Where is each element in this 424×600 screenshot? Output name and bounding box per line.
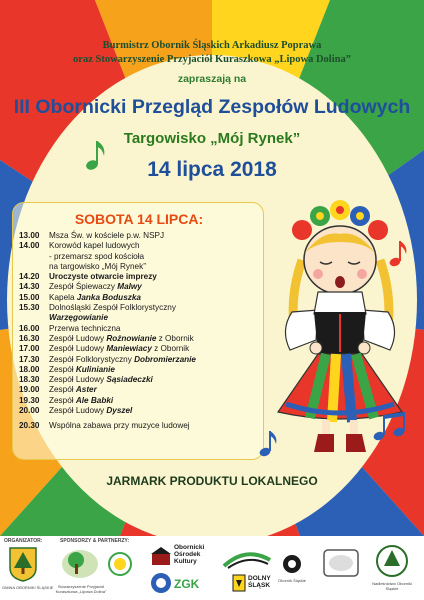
schedule-text: Kulinianie bbox=[75, 364, 115, 374]
schedule-description bbox=[49, 313, 263, 323]
schedule-time: 17.00 bbox=[19, 344, 40, 354]
gmina-crest-icon bbox=[8, 546, 38, 582]
zgk-label: ZGK bbox=[174, 577, 200, 591]
music-note-icon bbox=[84, 138, 110, 172]
schedule-description bbox=[49, 334, 263, 344]
schedule-row bbox=[19, 421, 263, 431]
obornik-slaskie-logo-icon bbox=[282, 554, 302, 574]
music-note-blue-icon bbox=[258, 428, 284, 458]
schedule-text: Dyszel bbox=[106, 406, 133, 416]
schedule-time: 14.30 bbox=[19, 282, 40, 292]
schedule-row bbox=[19, 375, 263, 385]
schedule-row bbox=[19, 262, 263, 272]
schedule-text: Korowód kapel ludowych bbox=[49, 241, 140, 251]
schedule-text: Msza Św. w kościele p.w. NSPJ bbox=[49, 231, 165, 240]
schedule-text: na targowisko „Mój Rynek” bbox=[49, 261, 146, 271]
schedule-row bbox=[19, 293, 263, 303]
schedule-description bbox=[49, 406, 263, 416]
music-note-red-icon bbox=[388, 238, 410, 268]
schedule-row bbox=[19, 324, 263, 334]
schedule-time: 20.00 bbox=[19, 406, 40, 416]
schedule-text: Maniewiacy bbox=[106, 344, 152, 354]
schedule-row bbox=[19, 355, 263, 365]
dolny-slask-logo-icon bbox=[232, 574, 246, 592]
schedule-row bbox=[19, 272, 263, 282]
schedule-time: 19.00 bbox=[19, 385, 40, 395]
schedule-text: Dobromierzanie bbox=[134, 354, 196, 364]
schedule-description bbox=[49, 282, 263, 292]
schedule-row bbox=[19, 396, 263, 406]
schedule-text: Uroczyste otwarcie imprezy bbox=[49, 272, 157, 282]
schedule-time: 14.20 bbox=[19, 272, 40, 282]
schedule-text: Kapela bbox=[49, 292, 77, 302]
schedule-text: Sąsiadeczki bbox=[106, 375, 153, 385]
schedule-text: Ale Babki bbox=[75, 395, 114, 405]
gmina-label: GMINA OBORNIKI ŚLĄSKIE bbox=[2, 585, 54, 590]
schedule-description bbox=[49, 344, 263, 354]
schedule-description bbox=[49, 324, 263, 334]
schedule-description bbox=[49, 262, 263, 272]
schedule-text: Zespół Śpiewaczy bbox=[49, 282, 118, 292]
schedule-description bbox=[49, 293, 263, 303]
event-title: III Obornicki Przegląd Zespołów Ludowych bbox=[13, 96, 411, 118]
schedule-text: Zespół bbox=[49, 364, 76, 374]
schedule-row bbox=[19, 365, 263, 375]
nadlesnictwo-logo-icon bbox=[374, 544, 410, 578]
schedule-time: 20.30 bbox=[19, 421, 40, 431]
zgk-logo-icon bbox=[150, 572, 172, 594]
schedule-day: SOBOTA 14 LIPCA: bbox=[74, 211, 204, 227]
sr-logo-icon bbox=[108, 552, 132, 576]
schedule-row bbox=[19, 406, 263, 416]
schedule-description bbox=[49, 365, 263, 375]
schedule-row bbox=[19, 252, 263, 262]
schedule-row bbox=[19, 282, 263, 292]
schedule-description bbox=[49, 231, 263, 241]
event-date: 14 lipca 2018 bbox=[147, 158, 277, 181]
organizer-line-1: Burmistrz Obornik Śląskich Arkadiusz Poprawa bbox=[102, 40, 322, 51]
schedule-description bbox=[49, 375, 263, 385]
schedule-text: z Obornik bbox=[156, 333, 194, 343]
schedule-time: 16.30 bbox=[19, 333, 40, 343]
schedule-time bbox=[19, 313, 49, 323]
schedule-text: Zespół Ludowy bbox=[49, 375, 107, 385]
schedule-description bbox=[49, 396, 263, 406]
obornik-slaskie-label: Obornik Śląskie bbox=[278, 578, 307, 583]
sponsors-label: SPONSORZY & PARTNERZY: bbox=[60, 538, 130, 544]
schedule-description bbox=[49, 241, 263, 251]
schedule-text: Zespół bbox=[49, 395, 76, 405]
stowarzyszenie-label: Stowarzyszenie Przyjaciół Kuraszkowa „Lipowa Dolina” bbox=[55, 584, 107, 594]
schedule-description bbox=[49, 385, 263, 395]
schedule-time: 15.30 bbox=[19, 303, 40, 313]
sponsors-bar bbox=[0, 536, 424, 600]
schedule-description bbox=[49, 421, 263, 431]
schedule-description bbox=[49, 272, 263, 282]
schedule-time: 19.30 bbox=[19, 395, 40, 405]
schedule-row bbox=[19, 303, 263, 313]
schedule-description bbox=[49, 355, 263, 365]
organizer-line-2: oraz Stowarzyszenie Przyjaciół Kuraszkowa „Lipowa Dolina” bbox=[73, 54, 351, 65]
schedule-text: z Obornik bbox=[151, 344, 190, 354]
ook-logo-icon bbox=[150, 546, 172, 566]
schedule-time: 18.00 bbox=[19, 364, 40, 374]
schedule-row bbox=[19, 231, 263, 241]
schedule-time: 13.00 bbox=[19, 231, 40, 240]
schedule-time: 15.00 bbox=[19, 292, 40, 302]
schedule-time: 14.00 bbox=[19, 241, 40, 251]
schedule-text: Aster bbox=[75, 385, 97, 395]
schedule-time: 17.30 bbox=[19, 354, 40, 364]
schedule-text: Przerwa techniczna bbox=[49, 323, 121, 333]
schedule-text: Zespół bbox=[49, 385, 76, 395]
schedule-text: Malwy bbox=[117, 282, 142, 292]
schedule-description bbox=[49, 252, 263, 262]
schedule-row bbox=[19, 241, 263, 251]
ook-label: Obornicki Ośrodek Kultury bbox=[174, 544, 205, 565]
schedule-time bbox=[19, 252, 49, 262]
schedule-time: 16.00 bbox=[19, 323, 40, 333]
fair-banner: JARMARK PRODUKTU LOKALNEGO bbox=[106, 474, 318, 488]
schedule-row bbox=[19, 344, 263, 354]
stowarzyszenie-logo-icon bbox=[60, 546, 100, 580]
schedule-row bbox=[19, 385, 263, 395]
schedule-box bbox=[12, 202, 264, 460]
dolny-slask-label: DOLNY ŚLĄSK bbox=[248, 575, 271, 589]
nadlesnictwo-label: Nadleśnictwo Oborniki Śląskie bbox=[372, 581, 412, 591]
schedule-description bbox=[49, 303, 263, 313]
schedule-row bbox=[19, 313, 263, 323]
schedule-row bbox=[19, 334, 263, 344]
schedule-text: Zespół Ludowy bbox=[49, 344, 107, 354]
schedule-text: Zespół Ludowy bbox=[49, 333, 107, 343]
schedule-time bbox=[19, 262, 49, 272]
schedule-text: Zespół Ludowy bbox=[49, 406, 107, 416]
schedule-text: Janka Boduszka bbox=[76, 292, 141, 302]
schedule-text: Dolnośląski Zespół Folklorystyczny bbox=[49, 303, 176, 313]
invite-text: zapraszają na bbox=[177, 73, 247, 85]
schedule-list bbox=[19, 231, 263, 432]
double-music-note-icon bbox=[372, 410, 408, 442]
schedule-text: Wspólna zabawa przy muzyce ludowej bbox=[49, 421, 190, 431]
schedule-text: - przemarsz spod kościoła bbox=[49, 251, 145, 261]
schedule-text: Zespół Folklorystyczny bbox=[49, 354, 135, 364]
schedule-time: 18.30 bbox=[19, 375, 40, 385]
regional-logo-icon bbox=[222, 548, 272, 570]
schedule-text: Warzęgowianie bbox=[49, 313, 108, 323]
stamp-logo-icon bbox=[322, 548, 360, 578]
organizer-label: ORGANIZATOR: bbox=[4, 538, 43, 544]
schedule-text: Rożnowianie bbox=[106, 333, 157, 343]
event-venue: Targowisko „Mój Rynek” bbox=[123, 130, 301, 147]
